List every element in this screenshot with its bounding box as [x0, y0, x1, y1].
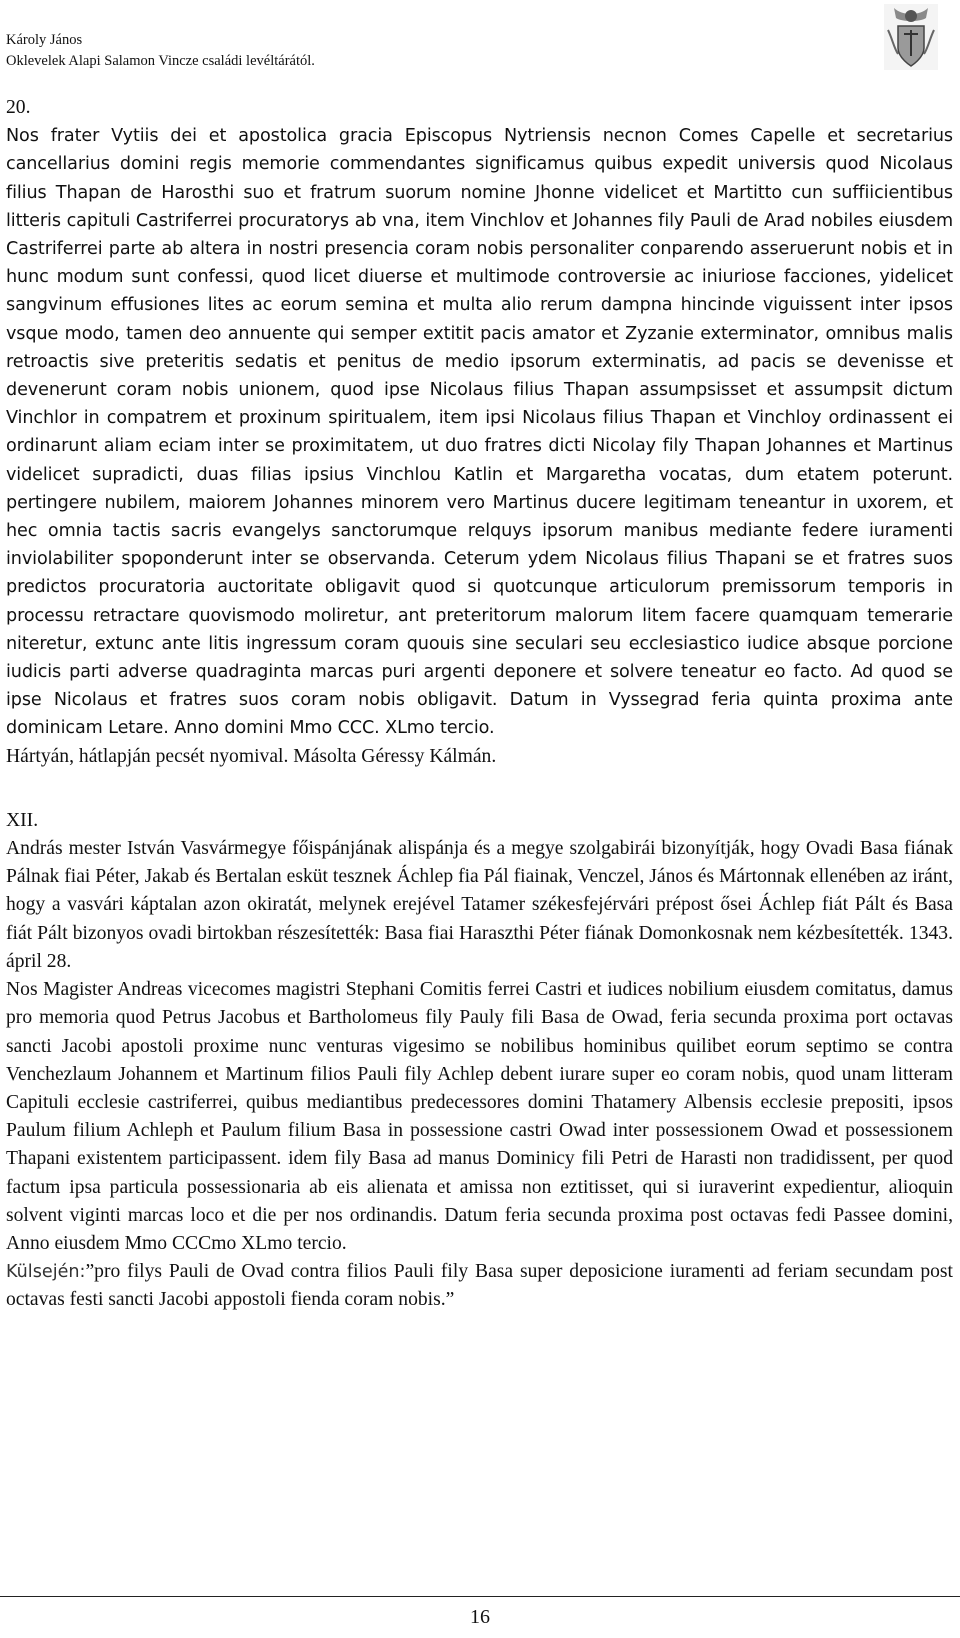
- document-body: [6, 94, 953, 1315]
- charter-number-roman: XII.: [6, 809, 39, 831]
- footer-divider: [0, 1596, 960, 1597]
- header-source: Oklevelek Alapi Salamon Vincze családi levéltárától.: [6, 53, 315, 69]
- page-header: [6, 30, 315, 72]
- coat-of-arms-icon: [884, 4, 938, 70]
- charter-text: Nos frater Vytiis dei et apostolica gracia Episcopus Nytriensis necnon Comes Capelle et secretarius cancellarius domini regis memorie commendantes significamus quibus expedit universis quod Nicolaus filius Thapan de Harosthi suo et fratrum suorum nomine Jhonne videlicet et Martitto cun suffiicientibus litteris capituli Castriferrei procuratorys ab vna, item Vinchlov et Johannes fily Pauli de Arad nobiles eiusdem Castriferrei parte ab altera in nostri presencia coram nobis personaliter conparendo asseruerunt nobis et in hunc modum sunt confessi, quod licet diuerse et multimode controversie ac iniuriose facciones, yidelicet sangvinum effusiones lites ac eorum semina et multa alio rerum dampna hincinde viguissent inter ipsos vsque modo, tamen deo annuente qui semper extitit pacis amator et Zyzanie exterminator, omnibus malis retroactis sive preteritis sedatis et penitus de medio ipsorum exterminatis, ad pacis se devenisse et devenerunt coram nobis unionem, quod ipse Nicolaus filius Thapan assumpsisset et assumpsit dictum Vinchlor in compatrem et proxinum spiritualem, item ipsi Nicolaus filius Thapan et Vinchloy ordinassent ei ordinarunt aliam eciam inter se proximitatem, ut duo fratres dicti Nicolay fily Thapan Johannes et Martinus videlicet supradicti, duas filias ipsius Vinchlou Katlin et Margaretha vocatas, dum etatem poterunt. pertingere nubilem, maiorem Johannes minorem vero Martinus ducere legitimam teneantur in uxorem, et hec omnia tactis sacris evangelys sanctorumque relquys ipsorum manibus mediante federe iuramenti inviolabiliter spoponderunt inter se observanda. Ceterum ydem Nicolaus filius Thapani se et fratres suos predictos procuratoria auctoritate obligavit quod si quotcunque articulorum premissorum temporis in processu retractare quovismodo moliretur, ant preteritorum malorum litem facere quamquam temerarie niteretur, extunc ante litis ingressum coram quouis sine seculari seu ecclesiastico iudice absque porcione iudicis parti adverse quadraginta marcas puri argenti deponere et solvere teneatur eo facto. Ad quod se ipse Nicolaus et fratres suos coram nobis obligavit. Datum in Vyssegrad feria quinta proxima ante dominicam Letare. Anno domini Mmo CCC. XLmo tercio.: [6, 126, 953, 739]
- header-author: Károly János: [6, 32, 83, 48]
- page-number: 16: [470, 1606, 490, 1628]
- verso-label: Külsején:: [6, 1262, 86, 1283]
- verso-text: ”pro filys Pauli de Ovad contra filios Pauli fily Basa super deposicione iuramenti ad feriam secundam post octavas festi sancti Jacobi appostoli fienda coram nobis.”: [6, 1261, 953, 1311]
- charter-latin-text: Nos Magister Andreas vicecomes magistri Stephani Comitis ferrei Castri et iudices nobilium eiusdem comitatus, damus pro memoria quod Petrus Jacobus et Bartholomeus fily Pauly fili Basa de Owad, feria secunda proxima port octavas sancti Jacobi apostoli proxime nunc venturas vigesimo se nobilibus hominibus quilibet eorum septimo se contra Venchezlaum Johannem et Martinum filios Pauli fily Achlep debent iurare super eo coram nobis, quod unam litteram Capituli ecclesie castriferrei, quibus mediantibus predecessores domini Thatamery Albensis ecclesie prepositi, ipsos Paulum filium Achleph et Paulum filium Basa in possessione castri Owad inter possessionem Owad et possessionem Thapani existentem participassent. idem fily Basa ad manus Dominicy fili Petri de Harasti non tradidissent, per quod factum ipsa particula possessionaria ab eis alienata et amissa non eztitisset, qui si iuraverint expedientur, alioquin solvent viginti marcas loco et die per nos ordinandis. Datum feria secunda proxima post octavas fedi Passee domini, Anno eiusdem Mmo CCCmo XLmo tercio.: [6, 979, 953, 1254]
- verso-paragraph: [6, 1258, 953, 1314]
- charter-note: Hártyán, hátlapján pecsét nyomival. Másolta Géressy Kálmán.: [6, 745, 497, 767]
- charter-number: 20.: [6, 97, 31, 118]
- charter-summary: András mester István Vasvármegye főispánjának alispánja és a megye szolgabirái bizonyítják, hogy Ovadi Basa fiának Pálnak fiai Péter, Jakab és Bertalan esküt tesznek Áchlep fia Pál fiainak, Venczel, János és Mártonnak ellenében az iránt, hogy a vasvári káptalan azon okiratát, melynek erejével Tatamer székesfejérvári prépost ősei Áchlep fiát Pált és Basa fiát Pált bizonyos ovadi birtokban részesítették: Basa fiai Haraszthi Péter fiának Domonkosnak nem kézbesítették. 1343. ápril 28.: [6, 838, 953, 972]
